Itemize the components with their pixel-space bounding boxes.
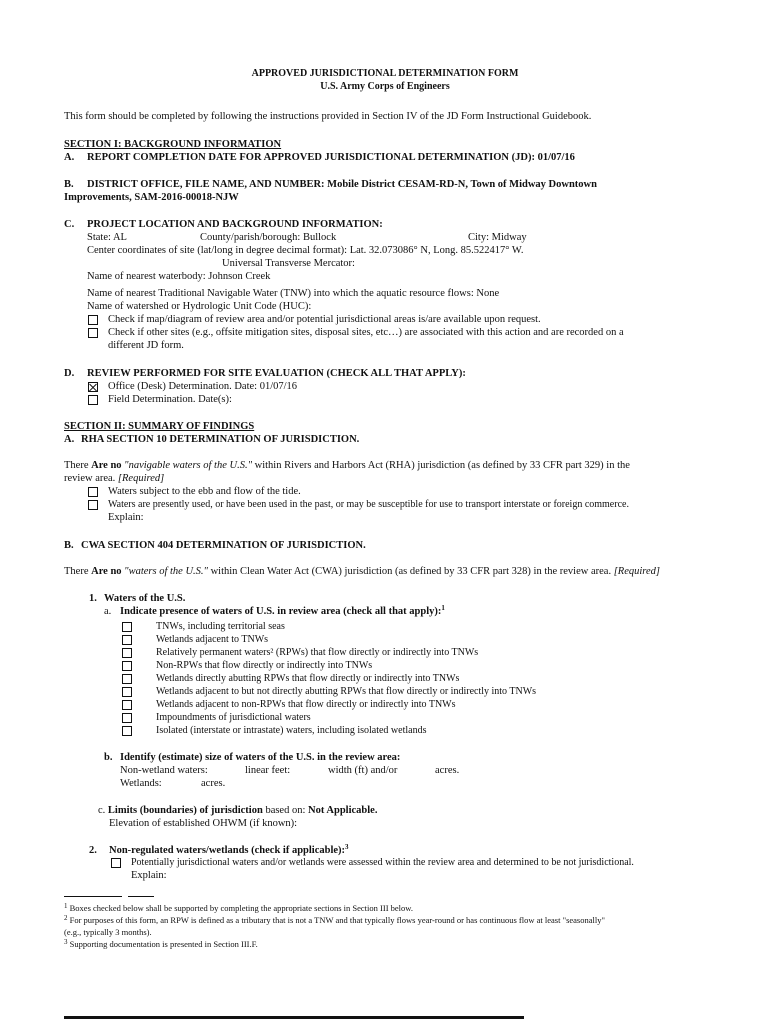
utm-field: Universal Transverse Mercator:: [222, 258, 355, 269]
rha-pre: There: [64, 460, 89, 471]
form-title: APPROVED JURISDICTIONAL DETERMINATION FORM: [251, 68, 519, 79]
footnote-1-text: Boxes checked below shall be supported by completing the appropriate sections in Section III below.: [69, 903, 413, 913]
nearest-tnw: Name of nearest Traditional Navigable Water (TNW) into which the aquatic resource flows: None: [87, 288, 500, 299]
nearest-waterbody: Name of nearest waterbody: Johnson Creek: [87, 271, 271, 282]
linear-feet-label: linear feet:: [245, 765, 291, 776]
cwa-statement: [64, 565, 660, 578]
intro-text: This form should be completed by following the instructions provided in Section IV of the JD Form Instructional Guidebook.: [64, 111, 592, 122]
center-coordinates: Center coordinates of site (lat/long in degree decimal format): Lat. 32.073086° N, Long. 85.522417° W.: [87, 245, 524, 256]
footnote-ref-3: 3: [345, 843, 349, 851]
limits-value: Not Applicable.: [308, 805, 378, 816]
other-sites-checkbox[interactable]: [88, 328, 98, 338]
section1-a-label: A.: [64, 152, 75, 163]
city-field: City: Midway: [468, 232, 527, 243]
nonreg-explain: Explain:: [131, 870, 167, 881]
rha-heading: RHA SECTION 10 DETERMINATION OF JURISDICTION.: [81, 434, 360, 445]
water-type-checkbox[interactable]: [122, 713, 132, 723]
footnote-1: $^1$ Boxes checked below shall be supported by completing the appropriate sections in Section III below.: [64, 902, 413, 913]
indicate-presence: [120, 605, 445, 618]
footnote-divider-2: [128, 896, 154, 897]
footnote-3: $^3$ Supporting documentation is presented in Section III.F.: [64, 938, 258, 949]
bottom-scan-line: [64, 1016, 524, 1019]
map-checkbox[interactable]: [88, 315, 98, 325]
identify-size: Identify (estimate) size of waters of the U.S. in the review area:: [120, 752, 401, 763]
footnote-2-text: For purposes of this form, an RPW is defined as a tributary that is not a TNW and that typically flows year-round or has continuous flow at least "seasonally": [69, 915, 605, 925]
district-office-line2: Improvements, SAM-2016-00018-NJW: [64, 192, 239, 203]
field-determination-checkbox[interactable]: [88, 395, 98, 405]
rha-are-no: Are no: [91, 460, 122, 471]
map-check-label: Check if map/diagram of review area and/or potential jurisdictional areas is/are available upon request.: [108, 314, 541, 325]
cwa-required: [Required]: [613, 566, 660, 577]
section1-d-label: D.: [64, 368, 75, 379]
width-label: width (ft) and/or: [328, 765, 398, 776]
rha-line2: review area.: [64, 473, 116, 484]
project-location-heading: PROJECT LOCATION AND BACKGROUND INFORMATION:: [87, 219, 383, 230]
water-type-checkbox[interactable]: [122, 648, 132, 658]
cwa-pre: There: [64, 566, 89, 577]
indicate-sub-label: a.: [104, 606, 112, 617]
cwa-quote: "waters of the U.S.": [124, 566, 208, 577]
section2-b-label: B.: [64, 540, 74, 551]
county-field: County/parish/borough: Bullock: [200, 232, 337, 243]
water-type-checkbox[interactable]: [122, 661, 132, 671]
water-type-checkbox[interactable]: [122, 726, 132, 736]
water-type-label: Isolated (interstate or intrastate) waters, including isolated wetlands: [156, 725, 427, 736]
footnote-ref-1: 1: [441, 604, 445, 612]
elevation-ohwm: Elevation of established OHWM (if known):: [109, 818, 298, 829]
ebb-flow-label: Waters subject to the ebb and flow of the tide.: [108, 486, 301, 497]
nonreg-checkbox[interactable]: [111, 858, 121, 868]
footnote-3-text: Supporting documentation is presented in Section III.F.: [69, 939, 258, 949]
field-determination-label: Field Determination. Date(s):: [108, 394, 232, 405]
footnote-2: $^2$ For purposes of this form, an RPW is defined as a tributary that is not a TNW and that typically flows year-round or has continuous flow at least "seasonally": [64, 914, 605, 925]
rha-statement-line2: [64, 472, 164, 485]
water-type-label: TNWs, including territorial seas: [156, 621, 285, 632]
indicate-text: Indicate presence of waters of U.S. in review area (check all that apply):: [120, 606, 442, 617]
acres-label: acres.: [435, 765, 460, 776]
limits-sub-label: c.: [98, 805, 106, 816]
other-sites-label-line1: Check if other sites (e.g., offsite mitigation sites, disposal sites, etc…) are associated with this action and are recorded on a: [108, 327, 624, 338]
review-performed-heading: REVIEW PERFORMED FOR SITE EVALUATION (CHECK ALL THAT APPLY):: [87, 368, 466, 379]
limits-based: based on:: [265, 805, 306, 816]
nonreg-check-label: Potentially jurisdictional waters and/or wetlands were assessed within the review area and determined to be not jurisdictional.: [131, 857, 634, 868]
form-subtitle: U.S. Army Corps of Engineers: [320, 81, 450, 92]
footnote-divider: [64, 896, 122, 897]
water-type-label: Relatively permanent waters² (RPWs) that flow directly or indirectly into TNWs: [156, 647, 479, 658]
water-type-label: Non-RPWs that flow directly or indirectly into TNWs: [156, 660, 373, 671]
water-type-label: Wetlands adjacent to but not directly abutting RPWs that flow directly or indirectly into TNWs: [156, 686, 537, 697]
water-type-label: Wetlands adjacent to TNWs: [156, 634, 269, 645]
section2-a-label: A.: [64, 434, 75, 445]
other-sites-label-line2: different JD form.: [108, 340, 184, 351]
report-completion-date: REPORT COMPLETION DATE FOR APPROVED JURISDICTIONAL DETERMINATION (JD): 01/07/16: [87, 152, 575, 163]
limits-heading: Limits (boundaries) of jurisdiction: [107, 805, 263, 816]
section1-c-label: C.: [64, 219, 75, 230]
cwa-heading: CWA SECTION 404 DETERMINATION OF JURISDICTION.: [81, 540, 366, 551]
section1-heading: SECTION I: BACKGROUND INFORMATION: [64, 139, 282, 150]
wetlands-label: Wetlands:: [120, 778, 162, 789]
rha-statement: [64, 459, 630, 472]
water-type-checkbox[interactable]: [122, 700, 132, 710]
rha-post: within Rivers and Harbors Act (RHA) jurisdiction (as defined by 33 CFR part 329) in the: [254, 460, 630, 471]
section2-heading: SECTION II: SUMMARY OF FINDINGS: [64, 421, 255, 432]
commerce-checkbox[interactable]: [88, 500, 98, 510]
limits-line: [98, 804, 377, 817]
district-office-line1: DISTRICT OFFICE, FILE NAME, AND NUMBER: Mobile District CESAM-RD-N, Town of Midway Downtown: [87, 179, 597, 190]
identify-sub-label: b.: [104, 752, 113, 763]
rha-required: [Required]: [117, 473, 165, 484]
water-type-label: Impoundments of jurisdictional waters: [156, 712, 311, 723]
wetlands-acres-label: acres.: [201, 778, 226, 789]
water-type-label: Wetlands adjacent to non-RPWs that flow directly or indirectly into TNWs: [156, 699, 456, 710]
waters-num: 1.: [89, 593, 97, 604]
nonreg-num: 2.: [89, 845, 97, 856]
office-determination-label: Office (Desk) Determination. Date: 01/07/16: [108, 381, 298, 392]
footnote-2-cont: (e.g., typically 3 months).: [64, 927, 152, 937]
waters-heading: Waters of the U.S.: [104, 593, 186, 604]
huc-field: Name of watershed or Hydrologic Unit Code (HUC):: [87, 301, 312, 312]
cwa-are-no: Are no: [91, 566, 122, 577]
rha-quote: "navigable waters of the U.S.": [124, 460, 252, 471]
cwa-post: within Clean Water Act (CWA) jurisdiction (as defined by 33 CFR part 328) in the review area.: [210, 566, 612, 577]
state-field: State: AL: [87, 232, 127, 243]
nonreg-heading-text: Non-regulated waters/wetlands (check if applicable):: [109, 845, 346, 856]
water-type-checkbox[interactable]: [122, 687, 132, 697]
water-type-checkbox[interactable]: [122, 622, 132, 632]
rha-explain: Explain:: [108, 512, 144, 523]
water-type-checkbox[interactable]: [122, 635, 132, 645]
water-type-checkbox[interactable]: [122, 674, 132, 684]
water-type-label: Wetlands directly abutting RPWs that flow directly or indirectly into TNWs: [156, 673, 460, 684]
commerce-label: Waters are presently used, or have been used in the past, or may be susceptible for use to transport interstate or foreign commerce.: [108, 499, 629, 510]
office-determination-checkbox[interactable]: [88, 382, 98, 392]
ebb-flow-checkbox[interactable]: [88, 487, 98, 497]
section1-b-label: B.: [64, 179, 74, 190]
nonwetland-label: Non-wetland waters:: [120, 765, 208, 776]
